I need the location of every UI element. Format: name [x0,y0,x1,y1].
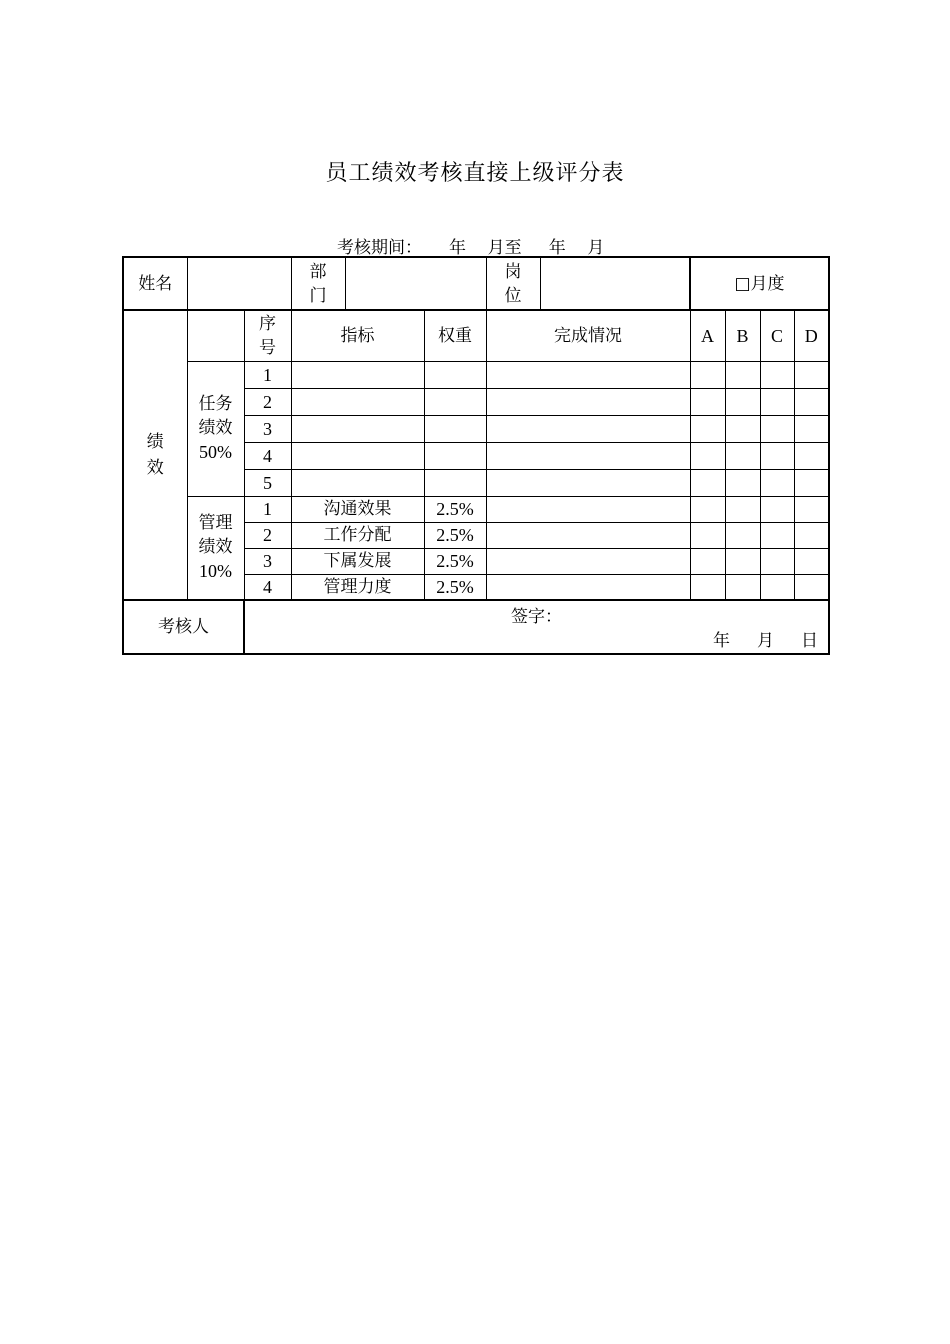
seq-cell: 1 [244,361,291,388]
completion-cell[interactable] [486,496,690,522]
grade-b-cell[interactable] [725,469,760,496]
completion-header: 完成情况 [486,310,690,361]
header-row [123,257,829,310]
completion-cell[interactable] [486,469,690,496]
weight-cell[interactable] [424,388,486,415]
position-label [486,257,540,310]
name-field[interactable] [187,257,291,310]
mgmt-group-label [187,496,244,600]
indicator-cell[interactable] [291,415,424,442]
period-type-checkbox[interactable]: □月度 [690,257,829,310]
mgmt-group-label-line1: 管理 [198,513,233,534]
grade-b-cell[interactable] [725,415,760,442]
grade-d-cell[interactable] [794,361,829,388]
completion-cell[interactable] [486,522,690,548]
period-year-end: 年 [548,238,566,258]
seq-cell: 3 [244,415,291,442]
position-label-text: 岗位 [504,261,522,306]
grade-a-cell[interactable] [690,548,725,574]
grade-b-cell[interactable] [725,574,760,600]
mgmt-group-pct: 10% [199,561,232,582]
date-day: 日 [801,631,818,651]
position-field[interactable] [540,257,690,310]
grade-a-cell[interactable] [690,415,725,442]
indicator-cell[interactable] [291,388,424,415]
grade-d-cell[interactable] [794,574,829,600]
grade-c-cell[interactable] [760,388,794,415]
assessment-period [337,233,604,258]
grade-c-cell[interactable] [760,548,794,574]
seq-header [244,310,291,361]
performance-label [123,310,187,600]
dept-label [291,257,345,310]
indicator-cell[interactable] [291,442,424,469]
indicator-cell: 工作分配 [291,522,424,548]
seq-header-text: 序号 [259,313,276,358]
signature-date [713,629,818,653]
date-month: 月 [756,631,774,651]
grade-d-cell[interactable] [794,469,829,496]
completion-cell[interactable] [486,388,690,415]
grade-d-header: D [794,310,829,361]
task-group-label-line2: 绩效 [198,418,233,438]
weight-cell[interactable] [424,415,486,442]
mgmt-group-label-line2: 绩效 [198,537,233,558]
assessor-row [123,600,829,654]
signature-label: 签字： [511,607,562,627]
weight-cell: 2.5% [424,496,486,522]
indicator-cell[interactable] [291,469,424,496]
period-year-start: 年 [449,238,467,258]
completion-cell[interactable] [486,574,690,600]
evaluation-table [122,256,830,655]
grade-d-cell[interactable] [794,548,829,574]
weight-header: 权重 [424,310,486,361]
indicator-cell[interactable] [291,361,424,388]
grade-c-cell[interactable] [760,361,794,388]
weight-cell[interactable] [424,469,486,496]
dept-field[interactable] [345,257,486,310]
grade-b-cell[interactable] [725,388,760,415]
grade-d-cell[interactable] [794,522,829,548]
page-title: 员工绩效考核直接上级评分表 [325,161,625,186]
grade-a-cell[interactable] [690,388,725,415]
indicator-cell: 下属发展 [291,548,424,574]
completion-cell[interactable] [486,415,690,442]
grade-a-cell[interactable] [690,574,725,600]
indicator-cell: 管理力度 [291,574,424,600]
column-header-row [123,310,829,361]
weight-cell: 2.5% [424,574,486,600]
seq-cell: 1 [244,496,291,522]
completion-cell[interactable] [486,361,690,388]
grade-c-cell[interactable] [760,415,794,442]
seq-cell: 3 [244,548,291,574]
grade-d-cell[interactable] [794,442,829,469]
completion-cell[interactable] [486,548,690,574]
weight-cell[interactable] [424,361,486,388]
weight-cell: 2.5% [424,548,486,574]
grade-c-cell[interactable] [760,496,794,522]
grade-c-cell[interactable] [760,522,794,548]
weight-cell: 2.5% [424,522,486,548]
grade-b-header: B [725,310,760,361]
grade-b-cell[interactable] [725,522,760,548]
weight-cell[interactable] [424,442,486,469]
grade-c-cell[interactable] [760,442,794,469]
group-header-blank [187,310,244,361]
grade-b-cell[interactable] [725,496,760,522]
table-row [123,496,829,522]
period-month-start: 月至 [487,238,522,258]
performance-label-text: 绩效 [146,432,164,478]
date-year: 年 [712,631,730,651]
seq-cell: 2 [244,522,291,548]
period-month-end: 月 [587,238,605,258]
task-group-label-line1: 任务 [198,394,233,414]
seq-cell: 5 [244,469,291,496]
task-group-pct: 50% [199,442,232,462]
dept-label-text: 部门 [309,261,327,306]
grade-d-cell[interactable] [794,415,829,442]
period-label: 考核期间： [337,238,422,258]
table-row [123,361,829,388]
grade-a-cell[interactable] [690,361,725,388]
task-group-label [187,361,244,496]
grade-b-cell[interactable] [725,361,760,388]
grade-a-cell[interactable] [690,469,725,496]
seq-cell: 4 [244,442,291,469]
grade-a-cell[interactable] [690,522,725,548]
grade-c-header: C [760,310,794,361]
grade-a-header: A [690,310,725,361]
signature-area[interactable] [244,600,829,654]
indicator-cell: 沟通效果 [291,496,424,522]
seq-cell: 2 [244,388,291,415]
grade-d-cell[interactable] [794,496,829,522]
assessor-label: 考核人 [123,600,244,654]
completion-cell[interactable] [486,442,690,469]
grade-a-cell[interactable] [690,442,725,469]
name-label: 姓名 [123,257,187,310]
grade-a-cell[interactable] [690,496,725,522]
seq-cell: 4 [244,574,291,600]
grade-c-cell[interactable] [760,574,794,600]
grade-c-cell[interactable] [760,469,794,496]
indicator-header: 指标 [291,310,424,361]
grade-b-cell[interactable] [725,442,760,469]
grade-b-cell[interactable] [725,548,760,574]
grade-d-cell[interactable] [794,388,829,415]
